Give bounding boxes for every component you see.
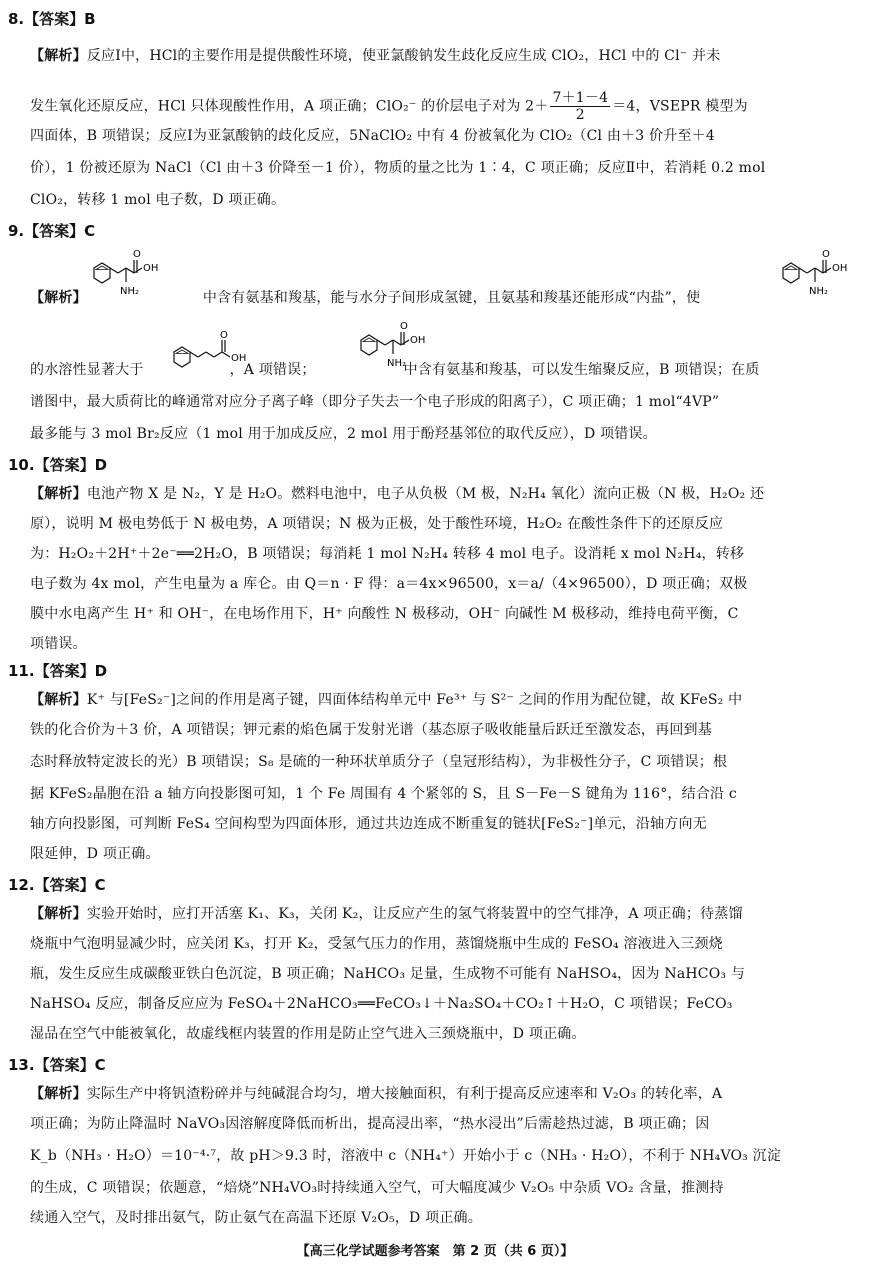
q8-text-2a: 发生氧化还原反应，HCl 只体现酸性作用，A 项正确；ClO₂⁻ 的价层电子对为 2＋ <box>30 98 549 115</box>
q10-line-4: 电子数为 4x mol，产生电量为 a 库仑。由 Q＝n · F 得：a＝4x×96500，x＝a/（4×96500），D 项正确；双极 <box>30 576 748 592</box>
amino-label: NH₂ <box>120 286 140 297</box>
q12-line-2: 烧瓶中气泡明显减少时，应关闭 K₃，打开 K₂，受氢气压力的作用，蒸馏烧瓶中生成的 FeSO₄ 溶液进入三颈烧 <box>30 936 723 952</box>
q9-line-1 <box>30 288 850 308</box>
q9-line-3: 谱图中，最大质荷比的峰通常对应分子离子峰（即分子失去一个电子形成的阳离子），C 项正确；1 mol“4VP” <box>30 394 720 410</box>
answer-label: 【答案】 <box>34 1056 95 1074</box>
q9-text-1: 中含有氨基和羧基，能与水分子间形成氢键，且氨基和羧基还能形成“内盐”，使 <box>202 290 701 306</box>
q12-line-4: NaHSO₄ 反应，制备反应应为 FeSO₄＋2NaHCO₃══FeCO₃↓＋Na₂SO₄＋CO₂↑＋H₂O，C 项错误；FeCO₃ <box>30 996 733 1012</box>
answer-label: 【答案】 <box>34 876 95 894</box>
question-8-header <box>8 8 96 29</box>
amino-label: NH₂ <box>809 286 829 297</box>
q9-text-2b: ，A 项错误； <box>229 362 316 378</box>
q13-line-3: K_b（NH₃ · H₂O）＝10⁻⁴·⁷，故 pH＞9.3 时，溶液中 c（NH₄⁺）开始小于 c（NH₃ · H₂O），不利于 NH₄VO₃ 沉淀 <box>30 1148 782 1164</box>
hydroxyl-label: OH <box>410 335 426 346</box>
analysis-label: 【解析】 <box>30 692 87 708</box>
question-number: 13. <box>8 1056 35 1074</box>
answer-label: 【答案】 <box>24 222 85 240</box>
phenylalanine-structure-2 <box>766 246 856 304</box>
oxygen-label: O <box>220 330 228 341</box>
oxygen-label: O <box>822 249 830 260</box>
answer-value: C <box>94 876 106 894</box>
fraction <box>550 90 610 123</box>
q12-line-3: 瓶，发生反应生成碳酸亚铁白色沉淀，B 项正确；NaHCO₃ 足量，生成物不可能有 NaHSO₄，因为 NaHCO₃ 与 <box>30 966 746 982</box>
analysis-label: 【解析】 <box>30 906 87 922</box>
question-9-header <box>8 220 95 241</box>
q8-text-1: 反应Ⅰ中，HCl的主要作用是提供酸性环境，使亚氯酸钠发生歧化反应生成 ClO₂，HCl 中的 Cl⁻ 并未 <box>86 48 721 64</box>
q9-text-2a: 的水溶性显著大于 <box>30 362 144 378</box>
question-number: 8. <box>8 10 25 28</box>
q11-line-3: 态时释放特定波长的光）B 项错误；S₈ 是硫的一种环状单质分子（皇冠形结构），为非极性分子，C 项错误；根 <box>30 754 728 770</box>
hydroxyl-label: OH <box>832 263 848 274</box>
question-13-header <box>8 1054 106 1075</box>
answer-value: D <box>94 662 108 680</box>
answer-value: B <box>84 10 96 28</box>
q10-line-3: 为：H₂O₂＋2H⁺＋2e⁻══2H₂O，B 项错误；每消耗 1 mol N₂H₄ 转移 4 mol 电子。设消耗 x mol N₂H₄，转移 <box>30 546 745 562</box>
q12-text-1: 实验开始时，应打开活塞 K₁、K₃，关闭 K₂，让反应产生的氢气将装置中的空气排净，A 项正确；待蒸馏 <box>86 906 743 922</box>
q11-line-1 <box>30 690 850 710</box>
q8-line-5: ClO₂，转移 1 mol 电子数，D 项正确。 <box>30 192 286 208</box>
q9-line-4: 最多能与 3 mol Br₂反应（1 mol 用于加成反应，2 mol 用于酚羟基邻位的取代反应），D 项错误。 <box>30 426 657 442</box>
page-footer: 【高三化学试题参考答案 第 2 页（共 6 页）】 <box>296 1244 574 1259</box>
q10-line-6: 项错误。 <box>30 636 87 652</box>
q10-text-1: 电池产物 X 是 N₂，Y 是 H₂O。燃料电池中，电子从负极（M 极，N₂H₄ 氧化）流向正极（N 极，H₂O₂ 还 <box>86 486 765 502</box>
question-number: 12. <box>8 876 35 894</box>
q12-line-1 <box>30 904 850 924</box>
q13-line-2: 项正确；为防止降温时 NaVO₃因溶解度降低而析出，提高浸出率，“热水浸出”后需趁热过滤，B 项正确；因 <box>30 1116 710 1132</box>
q8-line-2 <box>30 90 850 123</box>
answer-label: 【答案】 <box>34 662 95 680</box>
q9-text-2c: 中含有氨基和羧基，可以发生缩聚反应，B 项错误；在质 <box>403 362 760 378</box>
q13-line-4: 的生成，C 项错误；依题意，“焙烧”NH₄VO₃时持续通入空气，可大幅度减少 V₂O₅ 中杂质 VO₂ 含量，推测持 <box>30 1180 724 1196</box>
question-number: 9. <box>8 222 25 240</box>
q13-line-5: 续通入空气，及时排出氨气，防止氨气在高温下还原 V₂O₅，D 项正确。 <box>30 1210 482 1226</box>
hydroxyl-label: OH <box>143 263 159 274</box>
oxygen-label: O <box>400 321 408 332</box>
analysis-label: 【解析】 <box>30 48 87 64</box>
q10-line-5: 膜中水电离产生 H⁺ 和 OH⁻，在电场作用下，H⁺ 向酸性 N 极移动，OH⁻ 向碱性 M 极移动，维持电荷平衡，C <box>30 606 739 622</box>
answer-value: D <box>94 456 108 474</box>
fraction-numerator: 7＋1－4 <box>552 90 609 106</box>
q8-line-4: 价），1 份被还原为 NaCl（Cl 由＋3 价降至－1 价），物质的量之比为 1∶4，C 项正确；反应Ⅱ中，若消耗 0.2 mol <box>30 160 766 176</box>
answer-label: 【答案】 <box>34 456 95 474</box>
q10-line-2: 原），说明 M 极电势低于 N 极电势，A 项错误；N 极为正极，处于酸性环境，H₂O₂ 在酸性条件下的还原反应 <box>30 516 724 532</box>
q8-line-3: 四面体，B 项错误；反应Ⅰ为亚氯酸钠的歧化反应，5NaClO₂ 中有 4 份被氧化为 ClO₂（Cl 由＋3 价升至＋4 <box>30 128 715 144</box>
question-10-header <box>8 454 107 475</box>
q13-text-1: 实际生产中将钒渣粉碎并与纯碱混合均匀，增大接触面积，有利于提高反应速率和 V₂O₃ 的转化率，A <box>86 1086 723 1102</box>
answer-value: C <box>84 222 96 240</box>
fraction-denominator: 2 <box>575 107 585 123</box>
question-number: 10. <box>8 456 35 474</box>
q11-line-5: 轴方向投影图，可判断 FeS₄ 空间构型为四面体形，通过共边连成不断重复的链状[FeS₂⁻]单元，沿轴方向无 <box>30 816 707 832</box>
q11-text-1: K⁺ 与[FeS₂⁻]之间的作用是离子键，四面体结构单元中 Fe³⁺ 与 S²⁻ 之间的作用为配位键，故 KFeS₂ 中 <box>86 692 743 708</box>
q11-line-4: 据 KFeS₂晶胞在沿 a 轴方向投影图可知，1 个 Fe 周围有 4 个紧邻的 S，且 S－Fe－S 键角为 116°，结合沿 c <box>30 786 737 802</box>
q13-line-1 <box>30 1084 850 1104</box>
question-12-header <box>8 874 106 895</box>
analysis-label: 【解析】 <box>30 1086 87 1102</box>
q11-line-2: 铁的化合价为＋3 价，A 项错误；钾元素的焰色属于发射光谱（基态原子吸收能量后跃迁至激发态，再回到基 <box>30 722 712 738</box>
amino-label: NH₂ <box>387 358 407 369</box>
q9-line-2 <box>30 360 850 380</box>
q8-line-1 <box>30 46 850 66</box>
hydroxyl-label: OH <box>231 353 247 364</box>
question-11-header <box>8 660 107 681</box>
answer-label: 【答案】 <box>24 10 85 28</box>
q11-line-6: 限延伸，D 项正确。 <box>30 846 160 862</box>
q10-line-1 <box>30 484 850 504</box>
oxygen-label: O <box>133 249 141 260</box>
q8-text-2b: ＝4，VSEPR 模型为 <box>612 98 748 115</box>
analysis-label: 【解析】 <box>30 290 87 306</box>
question-number: 11. <box>8 662 35 680</box>
analysis-label: 【解析】 <box>30 486 87 502</box>
q12-line-5: 湿品在空气中能被氧化，故虚线框内装置的作用是防止空气进入三颈烧瓶中，D 项正确。 <box>30 1026 586 1042</box>
answer-value: C <box>94 1056 106 1074</box>
